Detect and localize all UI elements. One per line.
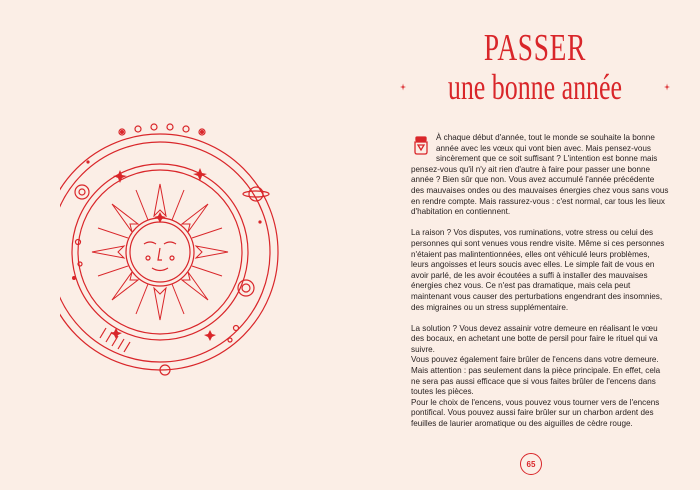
article-body	[411, 133, 669, 430]
paragraph-reason: La raison ? Vos disputes, vos ruminations, votre stress ou celui des personnes qui sont venues vous rendre visite. Même si ces personnes n'étaient pas malintentionnées, elles ont véhiculé leurs problèmes, leurs angoisses et leurs soucis avec elles. Le simple fait de vous en avoir parlé, de les avoir écoutées a suffi à installer des mauvaises énergies chez vous. Ce n'est pas dramatique, mais cela peut maintenant vous causer des perturbations engendrant des insomnies, des migraines ou un stress supplémentaire.	[411, 228, 665, 312]
sun-illustration	[60, 92, 300, 392]
paragraph-intro: À chaque début d'année, tout le monde se souhaite la bonne année avec les vœux qui vont bien avec. Mais pensez-vous sincèrement que ce soit suffisant ? L'intention est bonne mais pensez-vous qu'il n'y ait rien d'autre à faire pour passer une bonne année ? Bien sûr que non. Vous avez accumulé l'année précédente des mauvaises ondes ou des mauvaises énergies chez vous sans vous en rendre compte. Mais rassurez-vous : c'est normal, car tous les lieux d'habitation en contiennent.	[411, 133, 669, 217]
sparkle-icon	[400, 80, 406, 94]
paragraph-incense-choice: Pour le choix de l'encens, vous pouvez vous tourner vers de l'encens pontifical. Vous pouvez aussi faire brûler sur un charbon ardent des feuilles de laurier aromatique ou des aiguilles de cèdre rouge.	[411, 397, 660, 429]
sparkle-icon	[664, 80, 670, 94]
title-line-2: une bonne année	[447, 67, 623, 107]
title-line-1: PASSER	[483, 27, 587, 69]
page-number: 65	[520, 453, 542, 475]
page-title	[400, 28, 670, 106]
paragraph-solution: La solution ? Vous devez assainir votre demeure en réalisant le vœu des bocaux, en achetant une botte de persil pour faire le rituel qui va suivre.	[411, 323, 658, 354]
paragraph-incense: Vous pouvez également faire brûler de l'encens dans votre demeure. Mais attention : pas seulement dans la pièce principale. En effet, cela ne sera pas aussi efficace que si vous faites brûler de l'encens dans toutes les pièces.	[411, 355, 661, 397]
jar-icon	[411, 135, 431, 155]
